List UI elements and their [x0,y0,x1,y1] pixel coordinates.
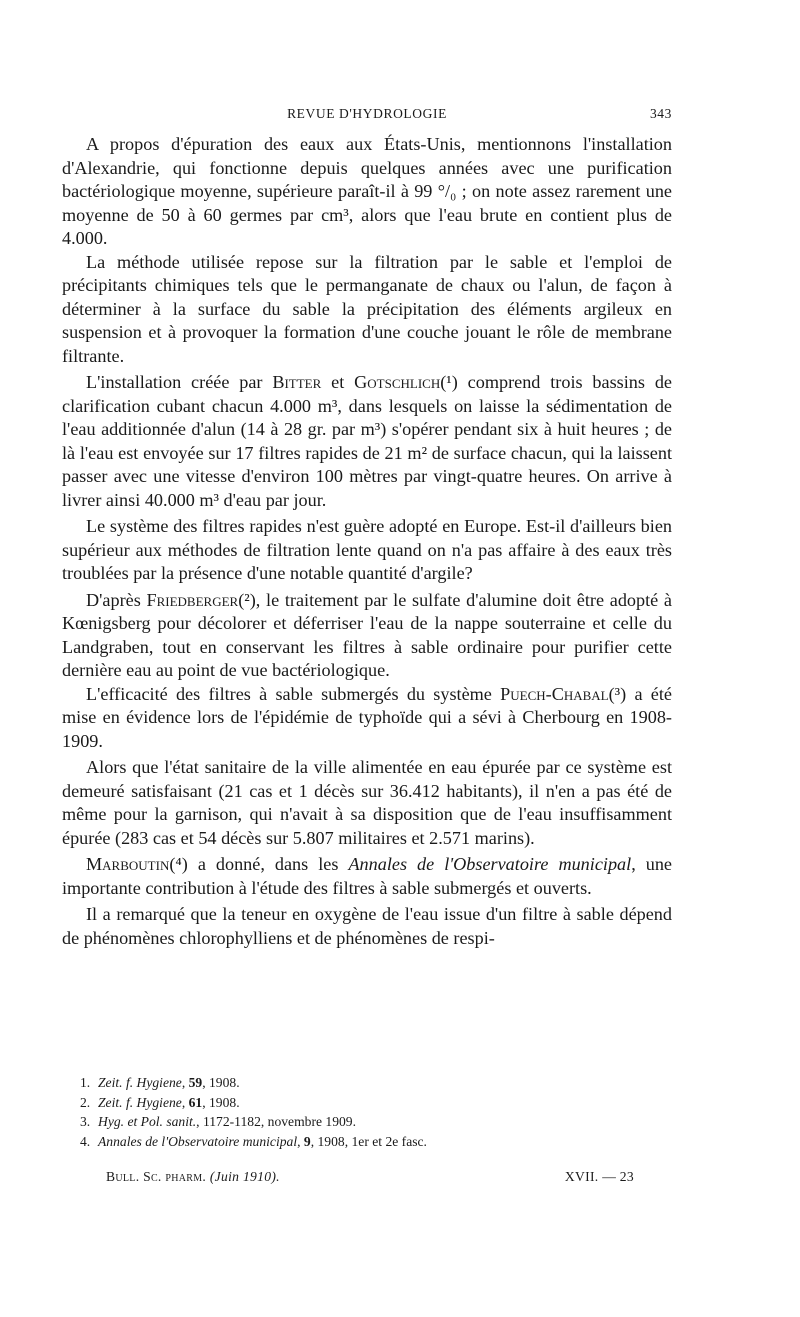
paragraph [62,683,672,754]
footnote-volume: 9 [303,1133,311,1149]
publication-title: Annales de l'Observatoire municipal [348,854,632,874]
running-header [62,106,672,128]
footnote-volume: 61 [188,1094,203,1110]
text-run: , une importante contribution à l'étude des filtres à sable submergés et ouverts. [62,854,672,898]
paragraph [62,371,672,512]
footnote-rest: , 1908. [202,1075,240,1090]
text-run: D'après [86,589,147,610]
author-name: Marboutin [86,854,170,874]
running-title: REVUE D'HYDROLOGIE [287,106,447,121]
footnote: 2. Zeit. f. Hygiene, 61, 1908. [80,1093,670,1113]
sheet-signature: XVII. — 23 [564,1169,634,1184]
footnote-journal: Annales de l'Observatoire municipal [98,1133,298,1149]
footnote-ref: (³) [608,683,627,704]
footnote [80,1112,670,1132]
text-run: a donné, dans les [187,854,349,874]
text-run: , le traitement par le sulfate d'alumine doit être adopté à Kœnigsberg pour décolorer et déferriser l'eau de la nappe souterraine et celle du Landgraben, tout en conservant les filtres à sable ordinaire pour purifier cette dernière eau au point de vue bactériologique. [62,589,672,680]
journal-citation [106,1167,280,1186]
text-run: L'installation créée par [86,372,273,392]
footnote-number: 3. [80,1114,91,1129]
paragraph: Alors que l'état sanitaire de la ville alimentée en eau épurée par ce système est demeuré satisfaisant (21 cas et 1 décès sur 36.412 habitants), il n'en a pas été de même pour la garnison, qui n'avait à sa disposition que de l'eau insuffisamment épurée (283 cas et 54 décès sur 5.807 militaires et 2.571 marins). [62,757,672,848]
footnote-number: 1. [80,1075,91,1090]
paragraph: La méthode utilisée repose sur la filtration par le sable et l'emploi de précipitants chimiques tels que le permanganate de chaux ou l'alun, de façon à déterminer à la surface du sable la précipitation des éléments argileux en suspension et à provoquer la formation d'une couche jouant le rôle de membrane filtrante. [62,251,672,366]
text-run: a été mise en évidence lors de l'épidémie de typhoïde qui a sévi à Cherbourg en 1908-1909. [62,683,672,751]
footnote-rest: , 1908. [202,1094,240,1110]
footnotes [80,1073,670,1151]
footnote: 1. Zeit. f. Hygiene, 59, 1908. [80,1073,670,1093]
paragraph [62,589,672,683]
footnote-rest: , 1908, 1er et 2e fasc. [310,1133,427,1149]
footnote-journal: Hyg. et Pol. sanit. [98,1114,197,1129]
footnote-volume: 59 [188,1075,203,1090]
text-run: comprend trois bassins de clarification cubant chacun 4.000 m³, dans lesquels on laisse la sédimentation de l'eau additionnée d'alun (14 à 28 gr. par m³) s'opérer pendant six à huit heures ; de là l'eau est envoyée sur 17 filtres rapides de 21 m² de surface chacun, qui la laissent passer avec une vitesse d'environ 100 mètres par vingt-quatre heures. On arrive à livrer ainsi 40.000 m³ d'eau par jour. [62,372,672,510]
system-name: Puech-Chabal [500,683,609,704]
author-name: Bitter [272,372,322,392]
footnote-ref: (⁴) [169,854,188,874]
author-name: Friedberger [146,589,239,610]
footnote-ref: (¹) [440,372,458,392]
page-number: 343 [649,106,672,121]
paragraph: Il a remarqué que la teneur en oxygène de l'eau issue d'un filtre à sable dépend de phénomènes chlorophylliens et de phénomènes de respi- [62,904,672,948]
journal-abbrev: Bull. Sc. pharm. [106,1169,207,1184]
text-run: L'efficacité des filtres à sable submergés du système [86,683,501,704]
paragraph [62,853,672,900]
text-run: et [321,372,355,392]
footnote-ref: (²) [238,589,256,610]
article-body [62,133,672,950]
footnote-journal: Zeit. f. Hygiene [98,1075,182,1090]
author-name: Gotschlich [354,372,441,392]
issue-date: (Juin 1910). [209,1169,280,1184]
paragraph: A propos d'épuration des eaux aux États-Unis, mentionnons l'installation d'Alexandrie, qui fonctionne depuis quelques années avec une purification bactériologique moyenne, supérieure paraît-il à 99 °/₀ ; on note assez rarement une moyenne de 50 à 60 germes par cm³, alors que l'eau brute en contient plus de 4.000. [62,134,672,248]
footnote-number: 2. [80,1094,91,1110]
paragraph: Le système des filtres rapides n'est guère adopté en Europe. Est-il d'ailleurs bien supérieur aux méthodes de filtration lente quand on n'a pas affaire à des eaux très troublées par la présence d'une notable quantité d'argile? [62,516,672,583]
footnote-number: 4. [80,1133,91,1149]
footnote-rest: , 1172-1182, novembre 1909. [196,1114,356,1129]
footnote-journal: Zeit. f. Hygiene [98,1094,182,1110]
footnote: 4. Annales de l'Observatoire municipal, 9, 1908, 1er et 2e fasc. [80,1132,670,1152]
